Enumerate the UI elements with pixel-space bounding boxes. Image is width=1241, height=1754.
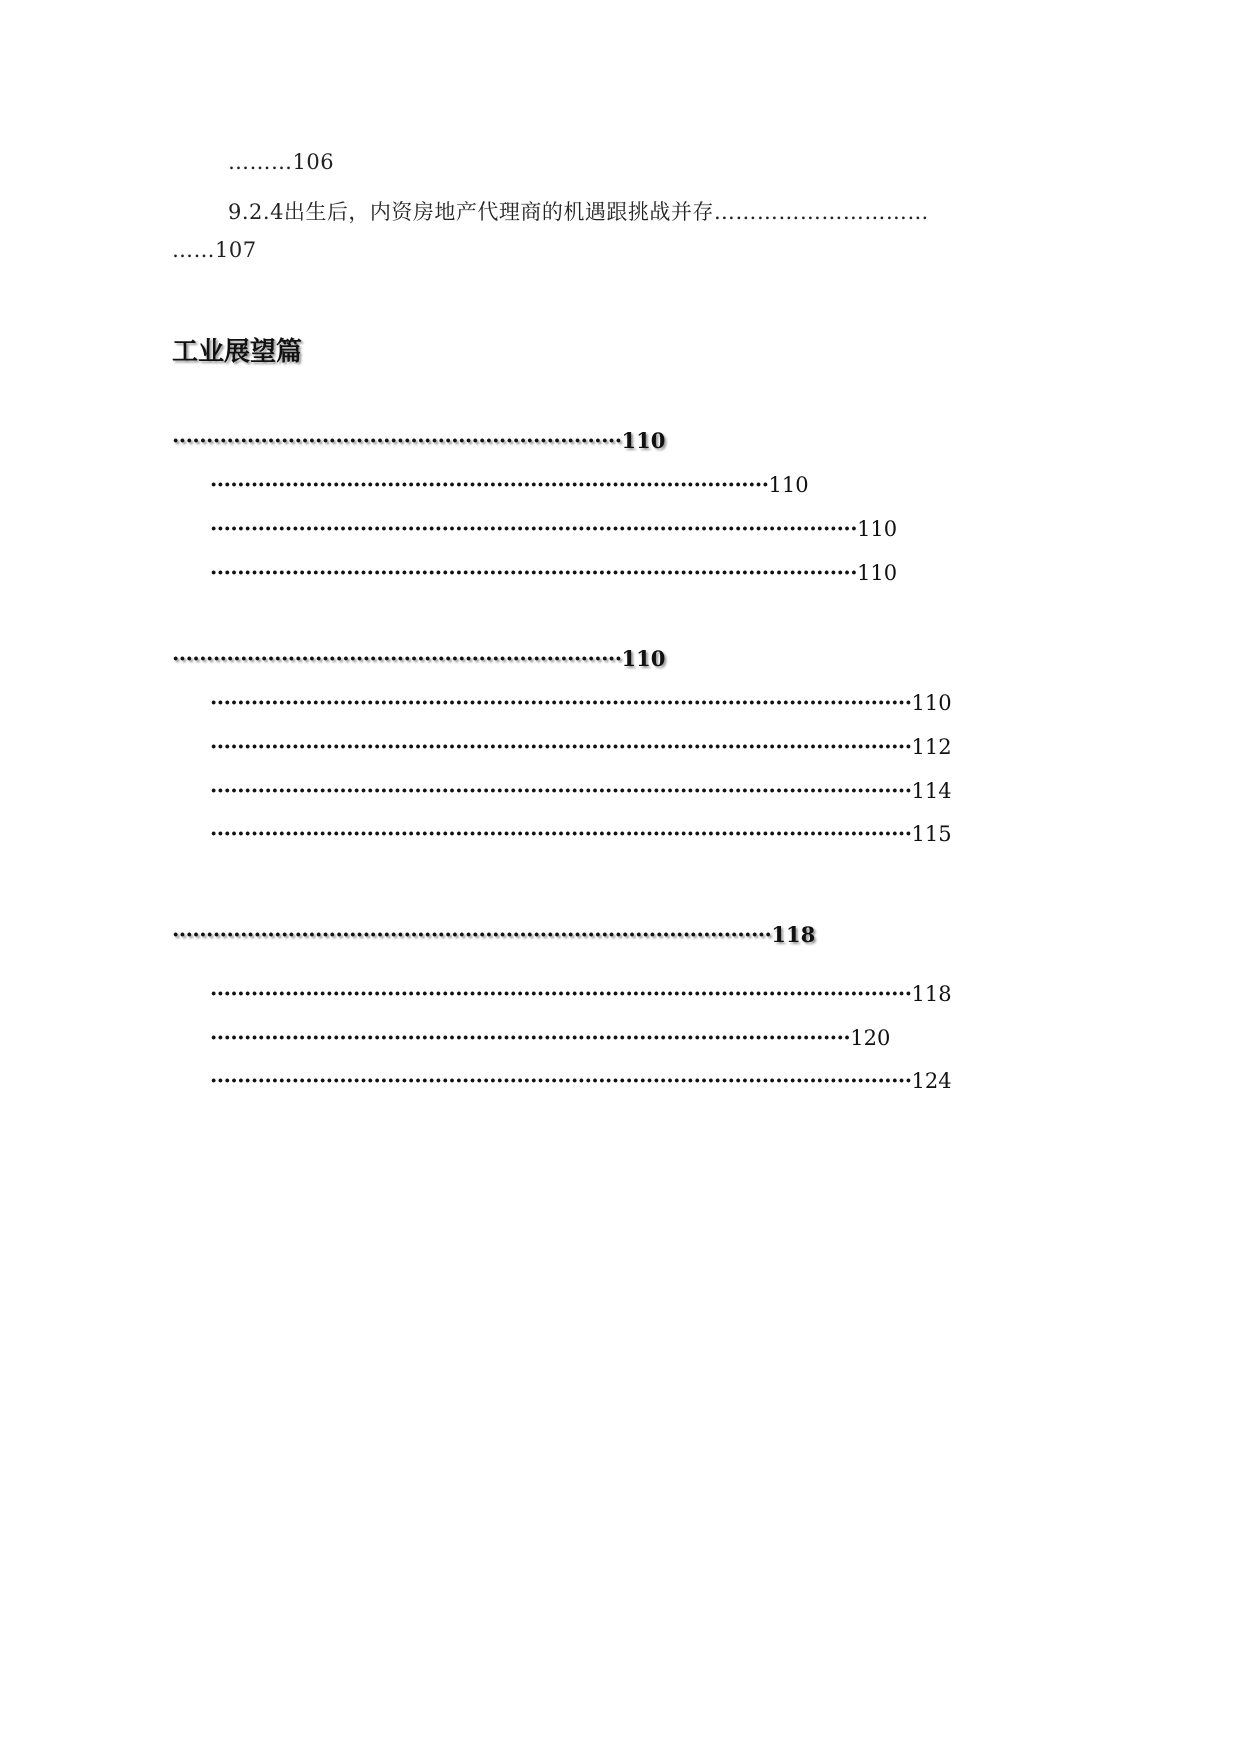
toc-leader: ························································································ xyxy=(172,922,772,947)
toc-subentry[interactable] xyxy=(210,778,952,803)
section-title: 工业展望篇 xyxy=(172,337,303,367)
toc-leader: ·································································· xyxy=(172,646,622,671)
toc-leader: ······································································································· xyxy=(210,734,912,759)
toc-page-number: 118 xyxy=(911,982,952,1006)
toc-subentry[interactable] xyxy=(210,472,809,497)
toc-subentry[interactable] xyxy=(210,1025,890,1050)
toc-subentry[interactable] xyxy=(210,734,952,759)
toc-page-number: 110 xyxy=(911,691,952,715)
toc-page-number: 115 xyxy=(911,822,952,846)
toc-page-number: 118 xyxy=(771,922,816,947)
toc-leader: ······························································································ xyxy=(210,1025,851,1050)
toc-leader: ······································································································· xyxy=(210,821,912,846)
toc-entry-title: 9.2.4出生后，内资房地产代理商的机遇跟挑战并存………………………… xyxy=(228,200,929,224)
toc-page-number: 120 xyxy=(850,1026,891,1050)
toc-page-number: 110 xyxy=(857,517,898,541)
toc-subentry[interactable] xyxy=(210,560,897,585)
toc-page-number: 110 xyxy=(621,646,666,671)
toc-leader: ······································································································· xyxy=(210,778,912,803)
toc-page-number: 114 xyxy=(911,779,952,803)
toc-leader: ·································································· xyxy=(172,428,622,453)
toc-chapter-entry[interactable] xyxy=(172,646,665,671)
toc-continuation-line xyxy=(228,150,334,174)
toc-chapter-entry[interactable] xyxy=(172,428,665,453)
toc-leader: ······································································································· xyxy=(210,690,912,715)
toc-page-number: 110 xyxy=(768,473,809,497)
toc-entry-9-2-4-cont xyxy=(172,238,257,262)
toc-page-number: 124 xyxy=(911,1069,952,1093)
toc-leader: ······································································································· xyxy=(210,1068,912,1093)
toc-continuation-text: ………106 xyxy=(228,150,335,174)
toc-chapter-entry[interactable] xyxy=(172,922,815,947)
toc-page-number: 112 xyxy=(911,735,952,759)
toc-subentry[interactable] xyxy=(210,516,897,541)
toc-leader: ······································································································· xyxy=(210,981,912,1006)
toc-subentry[interactable] xyxy=(210,1068,952,1093)
toc-entry-9-2-4[interactable] xyxy=(228,196,929,226)
toc-entry-page: ……107 xyxy=(172,238,257,262)
toc-subentry[interactable] xyxy=(210,690,952,715)
toc-subentry[interactable] xyxy=(210,981,952,1006)
toc-leader: ·················································································· xyxy=(210,472,769,497)
toc-page-number: 110 xyxy=(857,561,898,585)
toc-leader: ······························································································· xyxy=(210,560,858,585)
toc-subentry[interactable] xyxy=(210,821,952,846)
toc-page-number: 110 xyxy=(621,428,666,453)
toc-leader: ······························································································· xyxy=(210,516,858,541)
